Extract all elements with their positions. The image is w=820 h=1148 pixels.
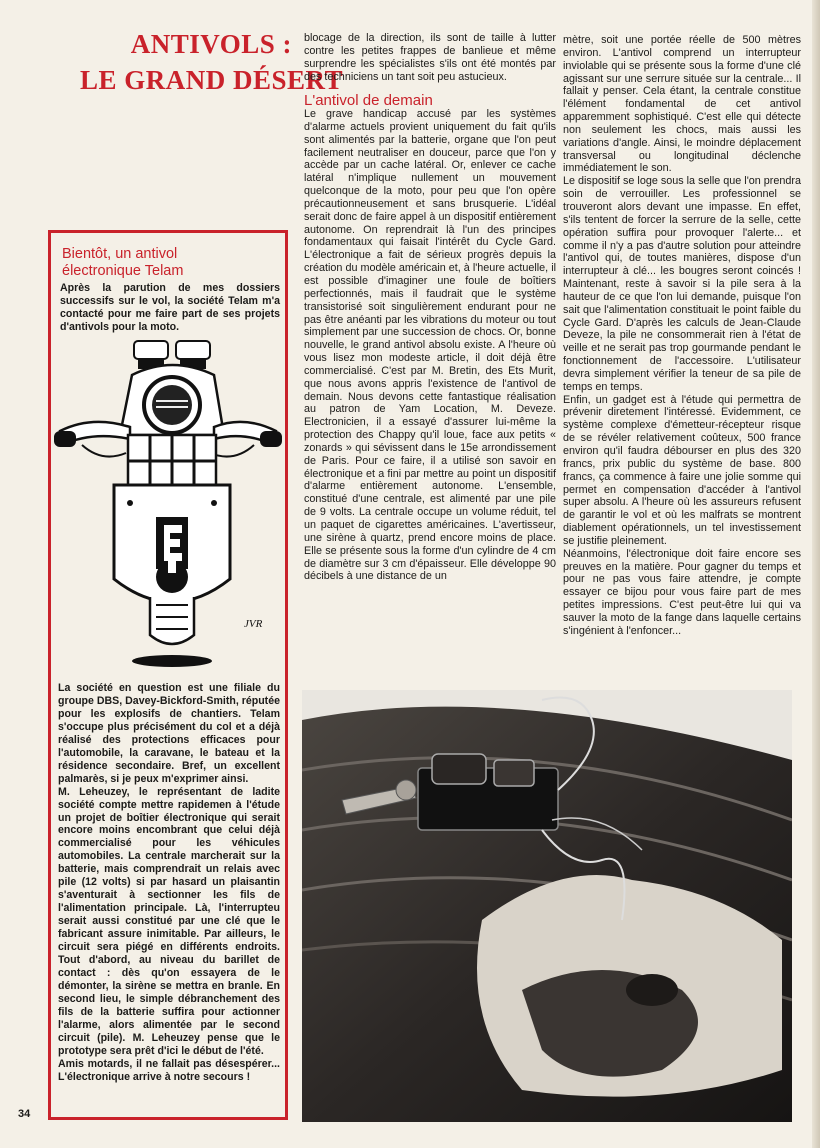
title-line-2: LE GRAND DÉSERT xyxy=(80,65,344,95)
title-line-1: ANTIVOLS : xyxy=(130,29,292,59)
right-paragraph-3: Enfin, un gadget est à l'étude qui permettra de prévenir diretement l'intéressé. Evidemment, ce système complexe d'émetteur-récepteur risque de se révéler relativement coûteux, 500 france environ qu'il faudra débourser en plus des 320 francs, prix public du système de base. 800 francs, ça commence à faire une jolie somme qui permet en compensation d'accéder à l'antivol super absolu. A l'heure où les assureurs refusent de garantir le vol et où les malfrats se montrent diablement opérationnels, un tel investissement se justifie pleinement. xyxy=(563,393,801,547)
section-subheading: L'antivol de demain xyxy=(304,92,433,109)
page-spine xyxy=(812,0,820,1148)
page-number: 34 xyxy=(18,1108,31,1120)
sidebar-intro: Après la parution de mes dossiers successifs sur le vol, la société Telam m'a contacté pour me faire part de ses projets d'antivols pour la moto. xyxy=(60,282,280,333)
sidebar-heading xyxy=(62,246,282,280)
sidebar-heading-line-1: Bientôt, un antivol xyxy=(62,246,178,262)
right-column xyxy=(563,34,801,638)
sidebar-heading-line-2: électronique Telam xyxy=(62,263,184,279)
middle-column-intro xyxy=(304,32,556,83)
mid-intro-text: blocage de la direction, ils sont de taille à lutter contre les petites frappes de banlieue et même surprendre les spécialistes s'ils ont été montés par des techniciens un tant soit peu astucieux. xyxy=(304,32,556,83)
sidebar-body xyxy=(58,682,280,1084)
sidebar-paragraph-1: La société en question est une filiale du groupe DBS, Davey-Bickford-Smith, réputée pour les explosifs de chantiers. Telam s'occupe plus précisément du col et a déjà réalisé des protections efficaces pour l'automobile, la caravane, le bateau et la résidence secondaire. Bref, un excellent palmarès, si je peux m'exprimer ainsi. xyxy=(58,682,280,785)
right-paragraph-1: mètre, soit une portée réelle de 500 mètres environ. L'antivol comprend un interrupteur inviolable qui se présente sous la forme d'une clé agissant sur une serrure située sur la centrale... Il fallait y penser. Cela étant, la centrale constitue l'élément fondamental de cet antivol apparemment sophistiqué. C'est elle qui détecte non seulement les chocs, mais aussi les variations d'angle. Ainsi, le moindre déplacement transversal ou longitudinal déclenche immédiatement le son. xyxy=(563,34,801,175)
mid-body-text: Le grave handicap accusé par les systèmes d'alarme actuels provient uniquement du fait qu'ils sont alimentés par la batterie, organe que l'on peut facilement neutraliser en douceur, parce que l'on y accède par un cache latéral. Or, enlever ce cache latéral n'implique nullement un mouvement quelconque de la moto, pour peu que l'on opère précautionneusement et sans brusquerie. L'idéal serait donc de faire appel à un dispositif entièrement autonome. On reprendrait là l'un des principes fondamentaux qui faisait l'intérêt du Cycle Gard. L'électronique a fait de sérieux progrès depuis la création du modèle américain et, à l'heure actuelle, il est possible d'imaginer une foule de boîtiers perfectionnés, mais il faudrait que le système transistorisé soit singulièrement endurant pour ne pas être anéanti par les vibrations du moteur ou tout simplement par une succession de chocs. Or, bonne nouvelle, le grand antivol absolu existe. A l'heure où vous lisez mon modeste article, il doit déjà être commercialisé. C'est par M. Bretin, des Ets Murit, que nous avons appris l'existence de l'antivol de demain. Nous devons cette fantastique réalisation au patron de Yam Location, M. Deveze. Electronicien, il a essayé d'assurer lui-même la protection des Chappy qu'il loue, face aux petits « zonards » qui sévissent dans le 15e arrondissement de Paris. Pour ce faire, il a utilisé son savoir en électronique et a fini par mettre au point un dispositif d'alarme entièrement autonome. L'ensemble, constitué d'une centrale, est alimenté par une pile de 9 volts. La centrale occupe un volume réduit, tel un paquet de cigarettes américaines. L'avertisseur, une sirène à quartz, prend encore moins de place. Elle se présente sous la forme d'un cylindre de 4 cm de diamètre sur 3 cm d'épaisseur. Elle développe 90 décibels à une distance de un xyxy=(304,108,556,583)
middle-column-body xyxy=(304,108,556,583)
illustration-signature: JVR xyxy=(244,618,263,630)
article-title xyxy=(80,26,344,98)
seat-alarm-photo xyxy=(302,690,792,1122)
sidebar-paragraph-3: Amis motards, il ne fallait pas désespérer... L'électronique arrive à notre secours ! xyxy=(58,1057,280,1083)
right-paragraph-4: Néanmoins, l'électronique doit faire encore ses preuves en la matière. Pour gagner du temps et pour ne pas vous faire attendre, je compte essayer ce bijou pour vous faire part de mes petites impressions. C'est peut-être lui qui va sauver la moto de la fange dans laquelle certains s'ingénient à l'enfoncer... xyxy=(563,547,801,637)
motorcycle-illustration xyxy=(52,335,284,675)
sidebar-paragraph-2: M. Leheuzey, le représentant de ladite société compte mettre rapidemen à l'étude un projet de boîtier électronique qui serait encore moins encombrant que celui déjà commercialisé pour les véhicules automobiles. La centrale marcherait sur la batterie, mais comprendrait un relais avec pile (12 volts) si par hasard un plaisantin s'aventurait à sectionner les fils de l'alimentation principale. Là, l'interrupteu serait aussi constitué par une clé que le fabricant assure inimitable. Par ailleurs, le circuit sera piégé en différents endroits. Tout d'abord, au niveau du barillet de contact : dès qu'on essayera de le démonter, la sirène se mettra en branle. En second lieu, le simple débranchement des fils de la batterie suffira pour actionner l'alarme, alors alimentée par le second circuit (pile). M. Leheuzey pense que le prototype sera prêt d'ici le début de l'été. xyxy=(58,785,280,1057)
right-paragraph-2: Le dispositif se loge sous la selle que l'on prendra soin de verrouiller. Les professionnel se trouveront alors devant une impasse. En effet, s'ils tentent de forcer la serrure de la selle, cette opération suffira pour provoquer l'alerte... et comme il n'y a pas d'autre solution pour atteindre l'antivol qui, de toutes manières, dispose d'un interrupteur à clé... les bougres seront coincés ! Maintenant, reste à savoir si la pile sera à la hauteur de ce que l'on lui demande, puisque l'on sait que l'alimentation constituait le point faible du Cycle Gard. D'après les calculs de Jean-Claude Deveze, la pile ne consommerait rien à l'état de veille et ne serait pas trop gourmande pendant le fonctionnement de l'accessoire. L'utilisateur devra simplement vérifier la teneur de sa pile de temps en temps. xyxy=(563,175,801,393)
